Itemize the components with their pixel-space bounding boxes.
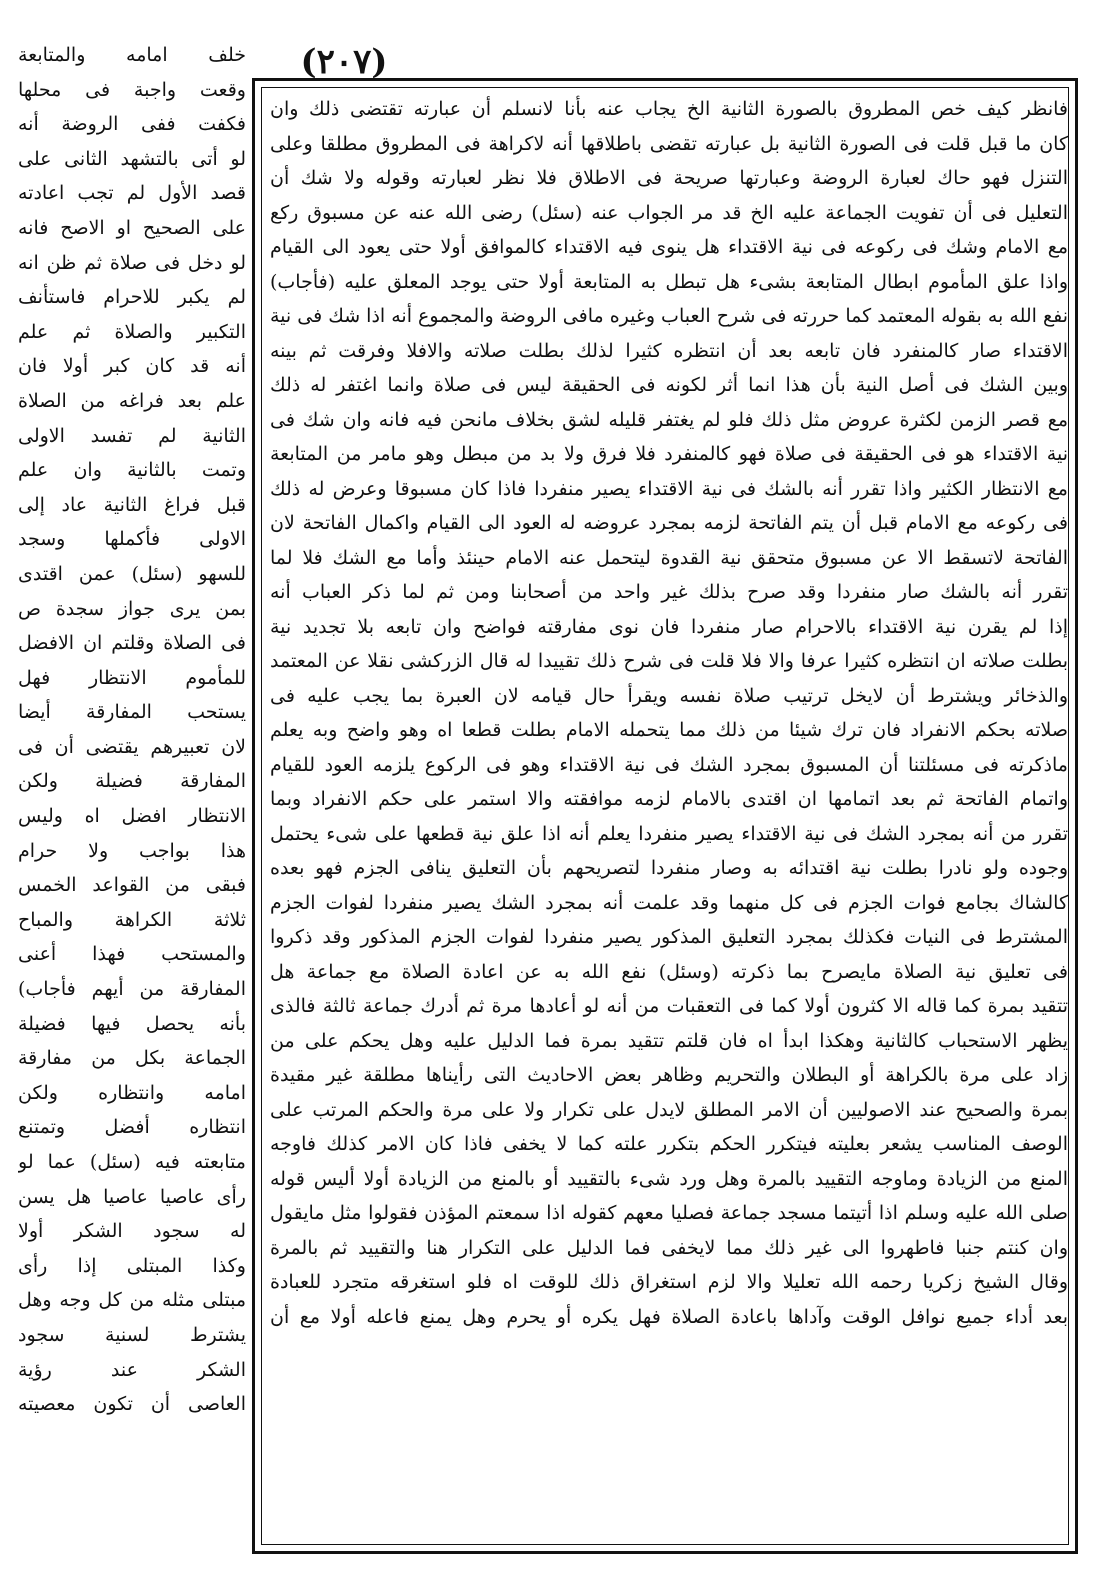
margin-line: مبتلى مثله من كل وجه وهل (18, 1289, 246, 1312)
margin-line: للسهو (سئل) عمن اقتدى (18, 562, 246, 585)
margin-line: لم يكبر للاحرام فاستأنف (18, 286, 246, 309)
text-line: زاد على مرة بالكراهة أو البطلان والتحريم وظاهر بعض الاحاديث التى رأيناها مطلقة غير مقيدة (270, 1064, 1068, 1086)
text-line: الوصف المناسب يشعر بعليته فيتكرر الحكم بتكرر علته كما لا يخفى فاذا كان الامر كذلك فاوجه (270, 1133, 1068, 1155)
text-line: الاقتداء صار كالمنفرد فان تابعه بعد أن انتظره كثيرا لذلك بطلت صلاته والافلا وفرقت ثم بينه (270, 339, 1068, 362)
margin-line: يشترط لسنية سجود (18, 1323, 246, 1346)
margin-line: وكذا المبتلى إذا رأى (18, 1254, 246, 1277)
margin-line: التكبير والصلاة ثم علم (18, 320, 246, 343)
margin-line: الجماعة بكل من مفارقة (18, 1047, 246, 1070)
margin-line: قبل فراغ الثانية عاد إلى (18, 493, 246, 516)
text-line: فى تعليق نية الصلاة مايصرح بما ذكرته (وسئل) نفع الله به عن اعادة الصلاة مع جماعة هل (270, 960, 1068, 983)
margin-line: لو أتى بالتشهد الثانى على (18, 147, 246, 170)
text-line: التعليل فى أن تفويت الجماعة عليه الخ قد مر الجواب عنه (سئل) رضى الله عنه عن مسبوق ركع (270, 201, 1068, 224)
margin-line: الثانية لم تفسد الاولى (18, 424, 246, 447)
margin-line: العاصى أن تكون معصيته (18, 1393, 246, 1416)
margin-line: علم بعد فراغه من الصلاة (18, 389, 246, 412)
margin-line: هذا بواجب ولا حرام (18, 839, 246, 862)
text-line: مع الانتظار الكثير واذا تقرر أنه بالشك فى نية الاقتداء يصير منفردا فاذا كان مسبوقا وعرض له ذلك (270, 477, 1068, 500)
margin-line: بأنه يحصل فيها فضيلة (18, 1012, 246, 1035)
text-line: تقرر من أنه بمجرد الشك فى نية الاقتداء يصير منفردا يعلم أنه اذا علق نية قطعها على شىء يحتمل (270, 822, 1068, 845)
text-line: كان ما قبل قلت فى الصورة الثانية بل عبارته تقضى باطلاقها أنه لاكراهة فى المطروق مطلقا وعلى (270, 132, 1068, 155)
text-line: فى ركوعه مع الامام قبل أن يتم الفاتحة لزمه بمجرد عروضه له العود الى القيام واكمال الفاتحة لان (270, 512, 1068, 534)
text-line: تتقيد بمرة كما قاله الا كثرون أولا كما فى التعقبات من أنه لو أعادها مرة ثم أدرك جماعة ثالثة فالذى (270, 995, 1068, 1017)
text-line: واذا علق المأموم ابطال المتابعة بشىء هل تبطل به المتابعة أولا حتى يوجد المعلق عليه (فأجاب) (270, 270, 1068, 293)
margin-line: رأى عاصيا عاصيا هل يسن (18, 1185, 246, 1208)
margin-line: وقعت واجبة فى محلها (18, 78, 246, 101)
margin-line: لان تعبيرهم يقتضى أن فى (18, 735, 246, 758)
margin-line: الانتظار افضل اه وليس (18, 805, 246, 828)
text-line: صلى الله عليه وسلم اذا أتيتما مسجد جماعة فصليا معهم كقوله اذا سمعتم المؤذن فقولوا مثل مايقول (270, 1202, 1068, 1224)
margin-line: فكفت ففى الروضة أنه (18, 113, 246, 136)
margin-line: فى الصلاة وقلتم ان الافضل (18, 632, 246, 655)
margin-line: للمأموم الانتظار فهل (18, 666, 246, 689)
margin-line: الشكر عند رؤية (18, 1358, 246, 1381)
text-line: بعد أداء جميع نوافل الوقت وآداها باعادة الصلاة فهل يكره أو يحرم وهل يمنع فاعله أولا مع أن (270, 1305, 1068, 1328)
text-line: كالشاك بجامع فوات الجزم فى كل منهما وقد علمت أنه بمجرد الشك يصير منفردا لفوات الجزم (270, 891, 1068, 914)
margin-line: يستحب المفارقة أيضا (18, 701, 246, 724)
text-line: تقرر أنه بالشك صار منفردا وقد صرح بذلك غير واحد من أصحابنا ومن ثم لما ذكر العباب أنه (270, 581, 1068, 603)
page-number: (٢٠٧) (300, 42, 388, 82)
margin-line: والمستحب فهذا أعنى (18, 943, 246, 966)
text-line: المنع من الزيادة وماوجه التقييد بالمرة وهل ورد شىء بالتقييد أو بالمنع من الزيادة أولا أليس قوله (270, 1167, 1068, 1190)
margin-line: ثلاثة الكراهة والمباح (18, 908, 246, 931)
text-line: مع قصر الزمن لكثرة عروض مثل ذلك فلو لم يغتفر قليله لشق بخلاف مانحن فيه فانه وان شك فى (270, 408, 1068, 431)
margin-line: قصد الأول لم تجب اعادته (18, 182, 246, 205)
margin-line: أنه قد كان كبر أولا فان (18, 355, 246, 378)
margin-commentary (18, 38, 246, 1538)
text-line: والذخائر ويشترط أن لايخل ترتيب صلاة نفسه ويقرأ حال قيامه لان العبرة بما يجب عليه فى (270, 684, 1068, 707)
text-line: ماذكرته فى مسئلتنا أن المسبوق بمجرد الشك فى نية الاقتداء وهو فى الركوع يلزمه العود للقيام (270, 753, 1068, 776)
text-line: واتمام الفاتحة ثم بعد اتمامها ان اقتدى بالامام لزمه موافقته والا استمر على حكم الانفراد وبما (270, 788, 1068, 810)
text-line: بطلت صلاته ان انتظره كثيرا عرفا والا فلا قلت فى شرح ذلك تقييدا له قال الزركشى نقلا عن المعتمد (270, 650, 1068, 672)
text-line: بمرة والصحيح عند الاصوليين أن الامر المطلق لايدل على تكرار ولا على مرة والحكم المرتب على (270, 1098, 1068, 1121)
text-line: نية الاقتداء هو فى الحقيقة فى صلاة فهو كالمنفرد فلا فرق ولا بد من مبطل وهو مامر من المتابعة (270, 443, 1068, 465)
text-line: صلاته بحكم الانفراد فان ترك شيئا من ذلك مما يتحمله الامام بطلت قطعا اه وهو واضح وبه يعلم (270, 719, 1068, 741)
margin-line: بمن يرى جواز سجدة ص (18, 597, 246, 620)
margin-line: على الصحيح او الاصح فانه (18, 216, 246, 239)
text-line: وقال الشيخ زكريا رحمه الله تعليلا والا لزم استغراق ذلك للوقت اه فلو استغرقه متجرد للعبادة (270, 1271, 1068, 1293)
text-line: مع الامام وشك فى ركوعه فى نية الاقتداء هل ينوى فيه الاقتداء كالموافق أولا حتى يعود الى القيام (270, 236, 1068, 258)
text-line: نفع الله به بقوله المعتمد كما حررته فى شرح العباب وغيره مافى الروضة والمجموع أنه اذا شك فى نية (270, 305, 1068, 327)
margin-line: امامه وانتظاره ولكن (18, 1081, 246, 1104)
text-line: وجوده ولو نادرا بطلت نية اقتدائه به وصار منفردا لتصريحهم بأن التعليق ينافى الجزم فهو بعده (270, 857, 1068, 879)
margin-line: خلف امامه والمتابعة (18, 44, 246, 66)
text-line: المشترط فى النيات فكذلك بمجرد التعليق المذكور يصير منفردا لفوات الجزم المذكور وقد ذكروا (270, 926, 1068, 948)
text-line: يظهر الاستحباب كالثانية وهكذا ابدأ اه فان قلتم تتقيد بمرة فما الدليل عليه وهل يحكم على من (270, 1029, 1068, 1052)
margin-line: له سجود الشكر أولا (18, 1220, 246, 1243)
text-line: وبين الشك فى أصل النية بأن هذا انما أثر لكونه فى الحقيقة ليس فى صلاة وانما اغتفر له ذلك (270, 374, 1068, 396)
margin-line: المفارقة من أيهم فأجاب) (18, 978, 246, 1001)
text-line: التنزل فهو حاك لعبارة الروضة وعبارتها صريحة فى الاطلاق فلا نظر لعبارته وقوله ولا شك أن (270, 167, 1068, 189)
text-line: الفاتحة لاتسقط الا عن مسبوق متحقق نية القدوة ليتحمل عنه الامام حينئذ وأما مع الشك فلا لما (270, 546, 1068, 569)
text-line: وان كنتم جنبا فاطهروا الى غير ذلك مما لايخفى فما الدليل على التكرار هنا والتقييد ثم بالمرة (270, 1236, 1068, 1259)
margin-line: وتمت بالثانية وان علم (18, 459, 246, 482)
margin-line: لو دخل فى صلاة ثم ظن انه (18, 251, 246, 274)
margin-line: متابعته فيه (سئل) عما لو (18, 1151, 246, 1173)
text-line: إذا لم يقرن نية الاقتداء بالاحرام صار منفردا فان نوى مفارقته فواضح وان تابعه بلا تجديد نية (270, 615, 1068, 638)
main-text-body (270, 92, 1068, 1544)
margin-line: انتظاره أفضل وتمتنع (18, 1116, 246, 1139)
margin-line: المفارقة فضيلة ولكن (18, 770, 246, 793)
text-line: فانظر كيف خص المطروق بالصورة الثانية الخ يجاب عنه بأنا لانسلم أن عبارته تقتضى ذلك وان (270, 98, 1068, 120)
margin-line: فبقى من القواعد الخمس (18, 874, 246, 897)
margin-line: الاولى فأكملها وسجد (18, 528, 246, 551)
